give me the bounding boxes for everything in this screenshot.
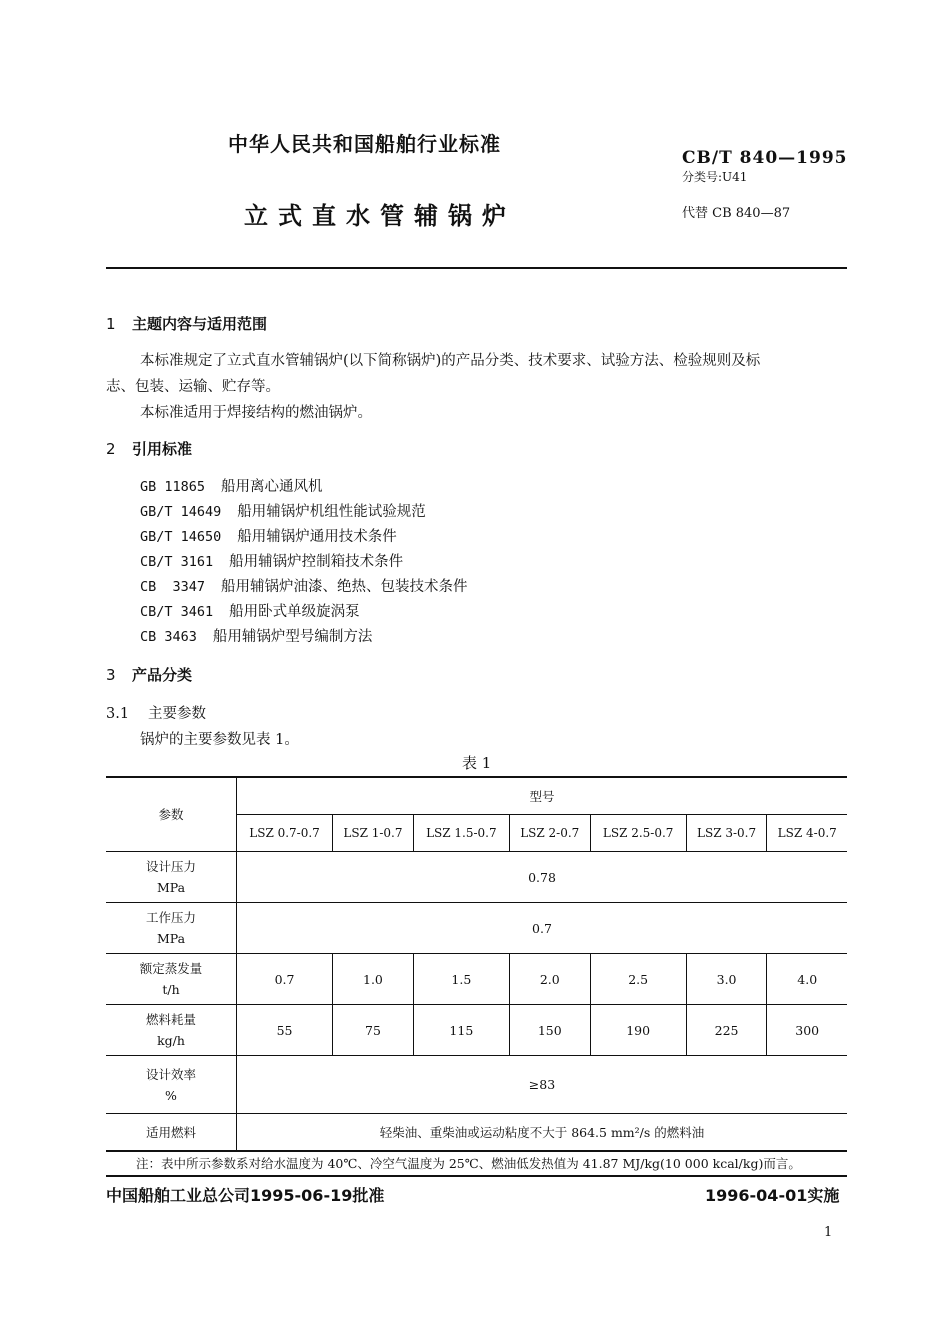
implementation-date: 1996-04-01实施 [705, 1186, 840, 1205]
value-cell: 3.0 [686, 954, 767, 1005]
table-row [106, 1114, 847, 1152]
standard-code: CB/T 840—1995 [682, 148, 848, 168]
table-row [106, 852, 847, 903]
section-number: 2 [106, 440, 116, 458]
reference-item [140, 475, 323, 496]
section-title: 引用标准 [132, 440, 193, 458]
reference-name: 船用辅锅炉通用技术条件 [237, 529, 397, 545]
classification-number: 分类号:U41 [682, 170, 748, 184]
value-cell: 轻柴油、重柴油或运动粘度不大于 864.5 mm²/s 的燃料油 [237, 1114, 848, 1152]
model-cell: LSZ 1.5-0.7 [413, 815, 509, 852]
reference-name: 船用辅锅炉控制箱技术条件 [229, 554, 404, 570]
row-unit: kg/h [157, 1033, 185, 1048]
section-1-paragraph-1a: 本标准规定了立式直水管辅锅炉(以下简称锅炉)的产品分类、技术要求、试验方法、检验规则及标 [140, 353, 761, 369]
reference-code: GB 11865 [140, 479, 206, 495]
model-cell: LSZ 3-0.7 [686, 815, 767, 852]
value-cell: 75 [333, 1005, 414, 1056]
section-title: 主题内容与适用范围 [132, 315, 268, 333]
value-cell: 150 [509, 1005, 590, 1056]
reference-item [140, 600, 360, 621]
model-cell: LSZ 1-0.7 [333, 815, 414, 852]
section-2-heading [106, 438, 192, 459]
reference-name: 船用辅锅炉型号编制方法 [212, 629, 373, 645]
subsection-title: 主要参数 [148, 706, 206, 722]
section-1-paragraph-2: 本标准适用于焊接结构的燃油锅炉。 [140, 405, 372, 421]
approval-line: 中国船舶工业总公司1995-06-19批准 [106, 1186, 385, 1205]
value-cell: 55 [237, 1005, 333, 1056]
row-unit: MPa [156, 880, 186, 895]
table-row [106, 1005, 847, 1056]
row-label-cell [106, 954, 237, 1005]
row-label-cell [106, 1005, 237, 1056]
model-header-cell: 型号 [237, 777, 848, 815]
section-number: 3 [106, 666, 116, 684]
table-header-row [106, 777, 847, 815]
row-label: 设计压力 [145, 859, 196, 874]
reference-name: 船用辅锅炉油漆、绝热、包装技术条件 [221, 579, 468, 595]
reference-code: GB/T 14649 [140, 504, 222, 520]
standard-org-heading: 中华人民共和国船舶行业标准 [228, 132, 501, 156]
value-cell: 4.0 [767, 954, 847, 1005]
value-cell: 190 [590, 1005, 686, 1056]
row-label: 额定蒸发量 [139, 961, 203, 976]
table-row [106, 1056, 847, 1114]
value-cell: 0.7 [237, 954, 333, 1005]
value-cell: 115 [413, 1005, 509, 1056]
parameters-table [106, 776, 847, 1152]
document-title: 立式直水管辅锅炉 [244, 202, 516, 230]
row-label-cell [106, 852, 237, 903]
value-cell: 0.78 [237, 852, 848, 903]
replaces-standard: 代替 CB 840—87 [682, 206, 791, 221]
table-note: 注：表中所示参数系对给水温度为 40℃、冷空气温度为 25℃、燃油低发热值为 41.87 MJ/kg(10 000 kcal/kg)而言。 [136, 1156, 801, 1171]
section-title: 产品分类 [132, 666, 193, 684]
row-unit: MPa [156, 931, 186, 946]
value-cell: 2.5 [590, 954, 686, 1005]
reference-code: GB/T 14650 [140, 529, 222, 545]
model-cell: LSZ 0.7-0.7 [237, 815, 333, 852]
param-header-cell: 参数 [106, 777, 237, 852]
row-label-cell [106, 903, 237, 954]
header-divider [106, 267, 847, 269]
value-cell: 2.0 [509, 954, 590, 1005]
row-label: 工作压力 [145, 910, 196, 925]
row-unit: t/h [162, 982, 180, 997]
value-cell: 1.0 [333, 954, 414, 1005]
row-label: 设计效率 [145, 1066, 196, 1082]
reference-code: CB 3347 [140, 579, 206, 595]
reference-name: 船用离心通风机 [221, 479, 323, 495]
reference-item [140, 575, 468, 596]
row-label-cell [106, 1056, 237, 1114]
section-1-heading [106, 313, 267, 334]
reference-item [140, 525, 397, 546]
reference-item [140, 550, 403, 571]
row-unit: % [165, 1087, 177, 1103]
page-number: 1 [824, 1225, 833, 1240]
footer-divider [106, 1175, 847, 1177]
reference-code: CB 3463 [140, 629, 197, 645]
row-label-cell: 适用燃料 [106, 1114, 237, 1152]
table-row [106, 954, 847, 1005]
subsection-number: 3.1 [106, 706, 130, 722]
section-3-heading [106, 664, 192, 685]
table-row [106, 903, 847, 954]
value-cell: ≥83 [237, 1056, 848, 1114]
value-cell: 0.7 [237, 903, 848, 954]
reference-item [140, 500, 426, 521]
value-cell: 1.5 [413, 954, 509, 1005]
table-caption: 表 1 [462, 754, 492, 772]
reference-name: 船用卧式单级旋涡泵 [229, 604, 360, 620]
reference-code: CB/T 3161 [140, 554, 214, 570]
value-cell: 300 [767, 1005, 847, 1056]
model-cell: LSZ 2-0.7 [509, 815, 590, 852]
reference-code: CB/T 3461 [140, 604, 214, 620]
model-cell: LSZ 4-0.7 [767, 815, 847, 852]
section-1-paragraph-1b: 志、包装、运输、贮存等。 [106, 379, 280, 395]
row-label: 燃料耗量 [145, 1012, 196, 1027]
subsection-3-1-text: 锅炉的主要参数见表 1。 [140, 732, 299, 748]
subsection-3-1-heading [106, 702, 206, 723]
value-cell: 225 [686, 1005, 767, 1056]
section-number: 1 [106, 315, 116, 333]
model-cell: LSZ 2.5-0.7 [590, 815, 686, 852]
reference-item [140, 625, 372, 646]
reference-name: 船用辅锅炉机组性能试验规范 [237, 504, 426, 520]
